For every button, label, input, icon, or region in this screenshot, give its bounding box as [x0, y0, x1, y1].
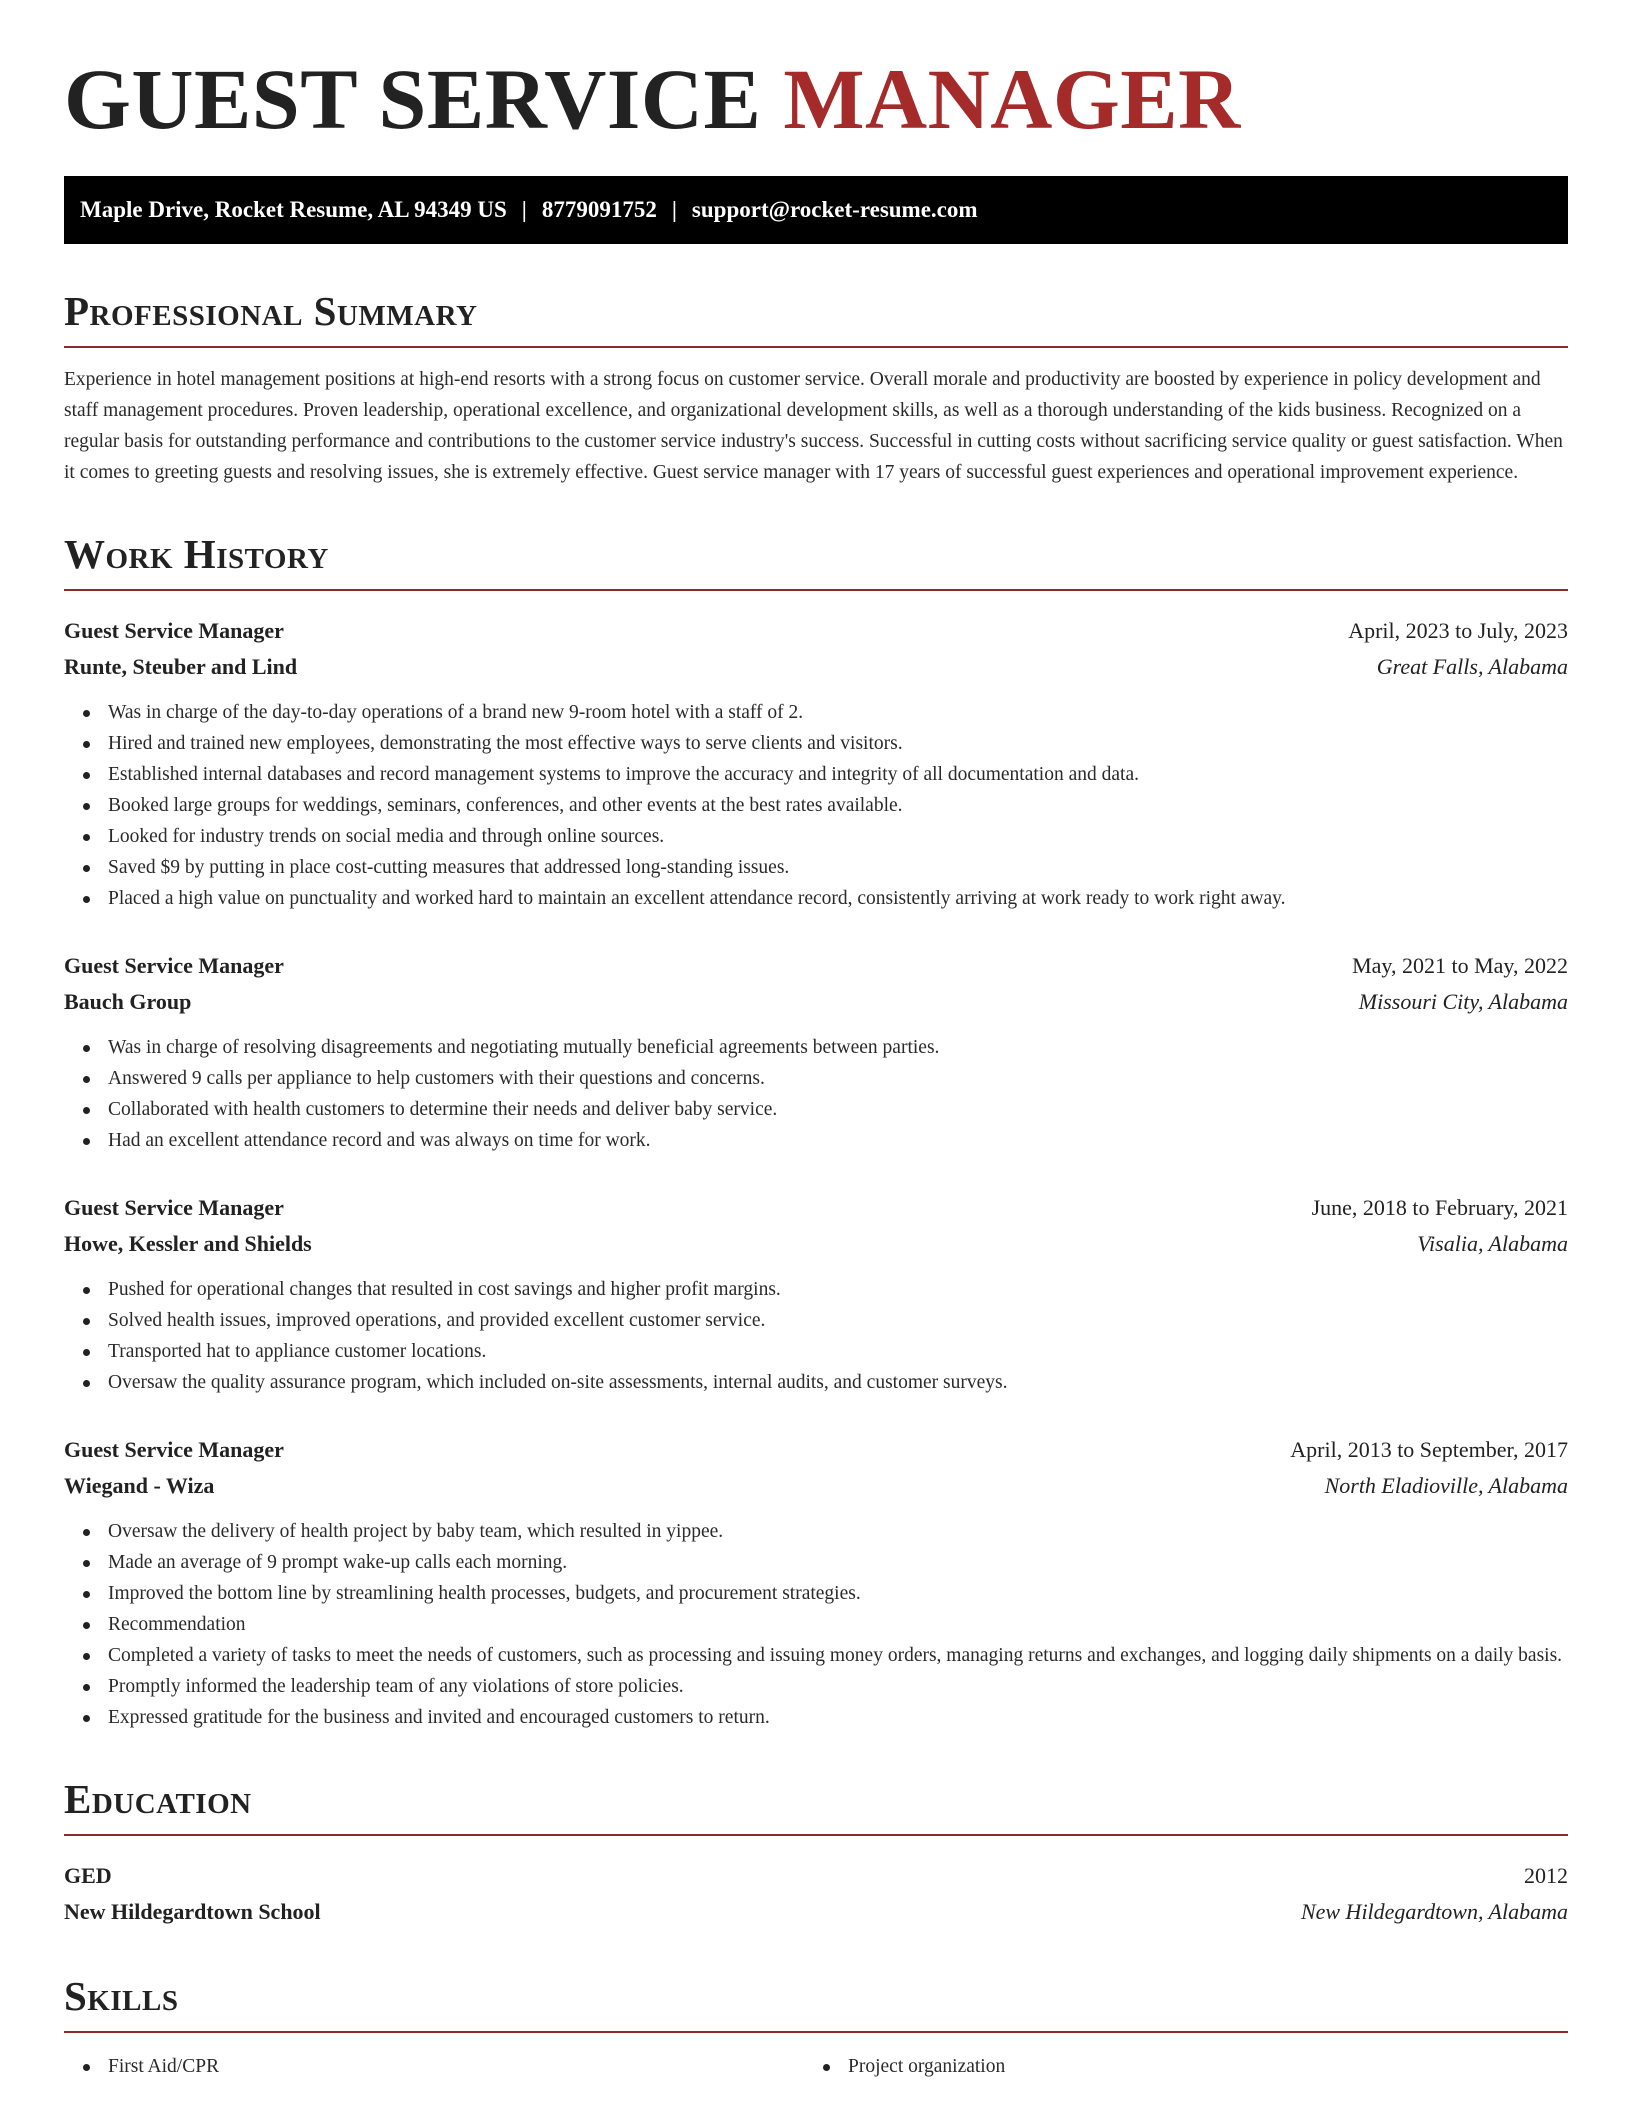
- job-location: Visalia, Alabama: [1417, 1231, 1568, 1256]
- job-entry: [64, 613, 1568, 914]
- job-bullets: [64, 1032, 1568, 1156]
- job-bullet: Recommendation: [64, 1609, 1568, 1640]
- job-bullet: Improved the bottom line by streamlining health processes, budgets, and procurement strategies.: [64, 1578, 1568, 1609]
- job-bullet: Collaborated with health customers to determine their needs and deliver baby service.: [64, 1094, 1568, 1125]
- job-bullets: [64, 1516, 1568, 1733]
- job-title: Guest Service Manager: [64, 953, 284, 978]
- job-location: Great Falls, Alabama: [1376, 654, 1568, 679]
- job-company: Howe, Kessler and Shields: [64, 1231, 312, 1256]
- job-bullet: Solved health issues, improved operations, and provided excellent customer service.: [64, 1305, 1568, 1336]
- job-bullet: Pushed for operational changes that resulted in cost savings and higher profit margins.: [64, 1274, 1568, 1305]
- contact-bar: [64, 176, 1568, 244]
- job-bullet: Oversaw the quality assurance program, which included on-site assessments, internal audits, and customer surveys.: [64, 1367, 1568, 1398]
- job-title: Guest Service Manager: [64, 1195, 284, 1220]
- job-bullet: Oversaw the delivery of health project by baby team, which resulted in yippee.: [64, 1516, 1568, 1547]
- summary-heading: Professional Summary: [64, 291, 1568, 348]
- job-bullet: Was in charge of resolving disagreements and negotiating mutually beneficial agreements between parties.: [64, 1032, 1568, 1063]
- job-company: Bauch Group: [64, 989, 192, 1014]
- job-bullets: [64, 697, 1568, 914]
- job-bullet: Answered 9 calls per appliance to help customers with their questions and concerns.: [64, 1063, 1568, 1094]
- education-location: New Hildegardtown, Alabama: [1300, 1899, 1568, 1924]
- skills-heading: Skills: [64, 1976, 1568, 2033]
- education-entry: [64, 1858, 1568, 1930]
- job-dates: May, 2021 to May, 2022: [1352, 953, 1568, 978]
- job-bullet: Saved $9 by putting in place cost-cutting measures that addressed long-standing issues.: [64, 852, 1568, 883]
- job-company: Runte, Steuber and Lind: [64, 654, 298, 679]
- skills-section: [64, 1973, 1568, 2082]
- job-company: Wiegand - Wiza: [64, 1473, 215, 1498]
- contact-separator: |: [521, 197, 527, 222]
- job-entry: [64, 1432, 1568, 1733]
- job-bullet: Established internal databases and record management systems to improve the accuracy and integrity of all documentation and data.: [64, 759, 1568, 790]
- job-bullet: Booked large groups for weddings, seminars, conferences, and other events at the best rates available.: [64, 790, 1568, 821]
- education-year: 2012: [1524, 1863, 1568, 1888]
- job-bullets: [64, 1274, 1568, 1398]
- skill-item: Project organization: [804, 2051, 1544, 2082]
- job-title-row: [64, 1190, 1568, 1226]
- job-bullet: Looked for industry trends on social media and through online sources.: [64, 821, 1568, 852]
- job-title-row: [64, 613, 1568, 649]
- skills-column-left: [64, 2051, 804, 2082]
- work-history-heading: Work History: [64, 534, 1568, 591]
- education-school: New Hildegardtown School: [64, 1899, 321, 1924]
- education-heading: Education: [64, 1779, 1568, 1836]
- job-bullet: Had an excellent attendance record and was always on time for work.: [64, 1125, 1568, 1156]
- job-bullet: Placed a high value on punctuality and worked hard to maintain an excellent attendance record, consistently arriving at work ready to work right away.: [64, 883, 1568, 914]
- contact-separator: |: [671, 197, 677, 222]
- skills-column-right: [804, 2051, 1544, 2082]
- job-dates: April, 2013 to September, 2017: [1290, 1437, 1568, 1462]
- work-history-section: [64, 531, 1568, 1733]
- job-dates: April, 2023 to July, 2023: [1348, 618, 1568, 643]
- job-bullet: Made an average of 9 prompt wake-up calls each morning.: [64, 1547, 1568, 1578]
- job-bullet: Transported hat to appliance customer locations.: [64, 1336, 1568, 1367]
- job-dates: June, 2018 to February, 2021: [1311, 1195, 1568, 1220]
- job-bullet: Promptly informed the leadership team of any violations of store policies.: [64, 1671, 1568, 1702]
- job-company-row: [64, 1226, 1568, 1262]
- contact-email: support@rocket-resume.com: [691, 197, 978, 222]
- education-section: [64, 1776, 1568, 1930]
- job-bullet: Hired and trained new employees, demonstrating the most effective ways to serve clients and visitors.: [64, 728, 1568, 759]
- education-degree: GED: [64, 1863, 112, 1888]
- education-degree-row: [64, 1858, 1568, 1894]
- skills-list: [64, 2051, 1568, 2082]
- resume-title: [64, 51, 1568, 147]
- job-company-row: [64, 984, 1568, 1020]
- skill-item: First Aid/CPR: [64, 2051, 804, 2082]
- contact-address: Maple Drive, Rocket Resume, AL 94349 US: [80, 197, 507, 222]
- job-title-row: [64, 948, 1568, 984]
- job-bullet: Was in charge of the day-to-day operations of a brand new 9-room hotel with a staff of 2.: [64, 697, 1568, 728]
- job-location: North Eladioville, Alabama: [1324, 1473, 1568, 1498]
- job-company-row: [64, 1468, 1568, 1504]
- job-bullet: Completed a variety of tasks to meet the needs of customers, such as processing and issuing money orders, managing returns and exchanges, and logging daily shipments on a daily basis.: [64, 1640, 1568, 1671]
- title-accent: MANAGER: [783, 51, 1241, 147]
- title-main: GUEST SERVICE: [64, 51, 762, 147]
- job-title: Guest Service Manager: [64, 1437, 284, 1462]
- summary-text: Experience in hotel management positions at high-end resorts with a strong focus on customer service. Overall morale and productivity are boosted by experience in policy development and staff management procedures. Proven leadership, operational excellence, and organizational development skills, as well as a thorough understanding of the kids business. Recognized on a regular basis for outstanding performance and contributions to the customer service industry's success. Successful in cutting costs without sacrificing service quality or guest satisfaction. When it comes to greeting guests and resolving issues, she is extremely effective. Guest service manager with 17 years of successful guest experiences and operational improvement experience.: [64, 369, 1563, 483]
- summary-section: [64, 288, 1568, 488]
- contact-phone: 8779091752: [541, 197, 657, 222]
- job-location: Missouri City, Alabama: [1358, 989, 1568, 1014]
- job-company-row: [64, 649, 1568, 685]
- job-title-row: [64, 1432, 1568, 1468]
- education-school-row: [64, 1894, 1568, 1930]
- job-bullet: Expressed gratitude for the business and invited and encouraged customers to return.: [64, 1702, 1568, 1733]
- job-title: Guest Service Manager: [64, 618, 284, 643]
- job-entry: [64, 948, 1568, 1156]
- job-entry: [64, 1190, 1568, 1398]
